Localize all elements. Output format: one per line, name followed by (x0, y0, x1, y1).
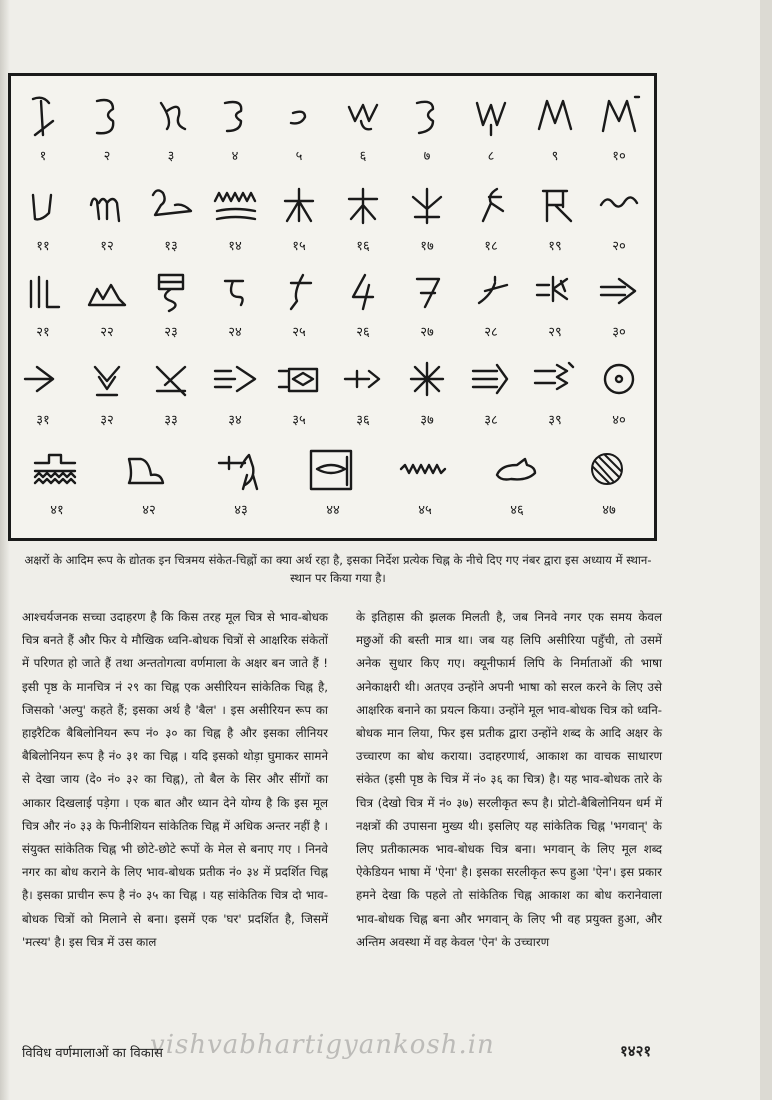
glyph-drawing-26 (339, 266, 387, 316)
glyph-drawing-4 (211, 90, 259, 140)
glyph-19 (523, 174, 587, 266)
glyph-drawing-31 (19, 354, 67, 404)
glyph-3 (139, 84, 203, 176)
glyph-42 (103, 438, 195, 530)
glyph-number: २९ (548, 325, 562, 340)
glyph-25 (267, 260, 331, 352)
glyph-drawing-45 (399, 444, 447, 494)
glyph-number: ४५ (418, 503, 432, 518)
page-edge (760, 0, 772, 1100)
glyph-drawing-34 (211, 354, 259, 404)
glyph-12 (75, 174, 139, 266)
glyph-number: १९ (548, 239, 562, 254)
glyph-drawing-40 (595, 354, 643, 404)
glyph-drawing-6 (339, 90, 387, 140)
glyph-26 (331, 260, 395, 352)
glyph-number: १ (39, 149, 47, 164)
glyph-drawing-5 (275, 90, 323, 140)
glyph-number: १७ (420, 239, 434, 254)
glyph-drawing-18 (467, 180, 515, 230)
glyph-44 (287, 438, 379, 530)
glyph-30 (587, 260, 651, 352)
glyph-drawing-25 (275, 266, 323, 316)
glyph-drawing-2 (83, 90, 131, 140)
glyph-36 (331, 348, 395, 440)
glyph-24 (203, 260, 267, 352)
glyph-number: ४७ (602, 503, 616, 518)
glyph-28 (459, 260, 523, 352)
glyph-drawing-44 (307, 444, 355, 494)
glyph-29 (523, 260, 587, 352)
glyph-number: ३९ (548, 413, 562, 428)
glyph-drawing-36 (339, 354, 387, 404)
glyph-figure (8, 73, 657, 541)
glyph-5 (267, 84, 331, 176)
glyph-37 (395, 348, 459, 440)
glyph-drawing-47 (583, 444, 631, 494)
glyph-drawing-38 (467, 354, 515, 404)
glyph-drawing-7 (403, 90, 451, 140)
glyph-number: ४ (231, 149, 239, 164)
glyph-7 (395, 84, 459, 176)
glyph-40 (587, 348, 651, 440)
glyph-drawing-43 (215, 444, 263, 494)
glyph-drawing-9 (531, 90, 579, 140)
glyph-drawing-10 (595, 90, 643, 140)
glyph-drawing-37 (403, 354, 451, 404)
glyph-number: १३ (164, 239, 178, 254)
glyph-9 (523, 84, 587, 176)
glyph-number: १२ (100, 239, 114, 254)
glyph-number: ३१ (36, 413, 50, 428)
glyph-41 (11, 438, 103, 530)
glyph-27 (395, 260, 459, 352)
glyph-23 (139, 260, 203, 352)
glyph-number: २० (612, 239, 626, 254)
glyph-number: ४६ (510, 503, 524, 518)
glyph-number: ३ (167, 149, 175, 164)
glyph-45 (379, 438, 471, 530)
glyph-31 (11, 348, 75, 440)
right-column-text: के इतिहास की झलक मिलती है, जब निनवे नगर एक समय केवल मछुओं की बस्ती मात्र था। जब यह लिपि असीरिया पहुँची, तो उसमें अनेक सुधार किए गए। क्यूनीफार्म लिपि के निर्माताओं की भाषा अनेकाक्षरी थी। अतएव उन्होंने अपनी भाषा को सरल करने के लिए उसे आक्षरिक बनाने का प्रयत्न किया। उन्होंने मूल भाव-बोधक चित्र को ध्वनि-बोधक मान लिया, फिर इस प्रतीक द्वारा उन्होंने शब्द के आदि अक्षर के उच्चारण का बोध कराया। उदाहरणार्थ, आकाश का वाचक साधारण संकेत (इसी पृष्ठ के चित्र में नं० ३६ का चित्र) है। यह भाव-बोधक तारे के चित्र (देखो चित्र में नं० ३७) सरलीकृत रूप है। प्रोटो-बैबिलोनियन धर्म में नक्षत्रों की उपासना मुख्य थी। इसलिए यह सांकेतिक चिह्न 'भगवान्' के लिए प्रतीकात्मक भाव-बोधक चित्र बना। भगवान् के लिए मूल शब्द ऐकेडियन भाषा में 'ऐना' है। इसका सरलीकृत रूप हुआ 'ऐन'। इस प्रकार हमने देखा कि पहले तो सांकेतिक चिह्न आकाश का बोध करानेवाला भाव-बोधक चिह्न बना और भगवान् के लिए भी वह प्रयुक्त हुआ, और अन्तिम अवस्था में वह केवल 'ऐन' के उच्चारण (356, 610, 662, 949)
glyph-drawing-3 (147, 90, 195, 140)
glyph-number: ३६ (356, 413, 370, 428)
glyph-2 (75, 84, 139, 176)
glyph-17 (395, 174, 459, 266)
glyph-drawing-35 (275, 354, 323, 404)
glyph-drawing-28 (467, 266, 515, 316)
glyph-11 (11, 174, 75, 266)
glyph-drawing-11 (19, 180, 67, 230)
glyph-drawing-19 (531, 180, 579, 230)
glyph-number: ३८ (484, 413, 498, 428)
glyph-number: ४२ (142, 503, 156, 518)
glyph-drawing-21 (19, 266, 67, 316)
glyph-number: ४० (612, 413, 626, 428)
glyph-drawing-14 (211, 180, 259, 230)
glyph-drawing-12 (83, 180, 131, 230)
glyph-number: ४१ (50, 503, 64, 518)
glyph-47 (563, 438, 655, 530)
glyph-33 (139, 348, 203, 440)
glyph-4 (203, 84, 267, 176)
glyph-number: ११ (36, 239, 50, 254)
glyph-drawing-29 (531, 266, 579, 316)
footer-title: विविध वर्णमालाओं का विकास (22, 1046, 163, 1061)
glyph-43 (195, 438, 287, 530)
glyph-32 (75, 348, 139, 440)
glyph-21 (11, 260, 75, 352)
glyph-drawing-1 (19, 90, 67, 140)
glyph-number: ४४ (326, 503, 340, 518)
glyph-drawing-24 (211, 266, 259, 316)
glyph-number: २६ (356, 325, 370, 340)
glyph-16 (331, 174, 395, 266)
glyph-number: २ (103, 149, 111, 164)
glyph-1 (11, 84, 75, 176)
glyph-number: ९ (551, 149, 559, 164)
glyph-20 (587, 174, 651, 266)
glyph-number: १५ (292, 239, 306, 254)
glyph-number: ३० (612, 325, 626, 340)
glyph-number: १० (612, 149, 626, 164)
glyph-number: १६ (356, 239, 370, 254)
glyph-number: ५ (295, 149, 303, 164)
glyph-number: ६ (359, 149, 367, 164)
glyph-39 (523, 348, 587, 440)
glyph-18 (459, 174, 523, 266)
glyph-drawing-33 (147, 354, 195, 404)
glyph-10 (587, 84, 651, 176)
glyph-drawing-17 (403, 180, 451, 230)
glyph-drawing-39 (531, 354, 579, 404)
glyph-drawing-30 (595, 266, 643, 316)
glyph-drawing-42 (123, 444, 171, 494)
glyph-number: १४ (228, 239, 242, 254)
glyph-number: ७ (423, 149, 431, 164)
glyph-number: २४ (228, 325, 242, 340)
glyph-number: २७ (420, 325, 434, 340)
glyph-number: २३ (164, 325, 178, 340)
glyph-6 (331, 84, 395, 176)
glyph-number: ८ (487, 149, 495, 164)
page-number: १४२१ (620, 1042, 652, 1060)
glyph-number: ३४ (228, 413, 242, 428)
glyph-14 (203, 174, 267, 266)
glyph-drawing-23 (147, 266, 195, 316)
left-column-text: आश्चर्यजनक सच्चा उदाहरण है कि किस तरह मूल चित्र से भाव-बोधक चित्र बनते हैं और फिर ये मौखिक ध्वनि-बोधक चित्रों से आक्षरिक संकेतों में परिणत हो जाते हैं तथा अन्ततोगत्वा वर्णमाला के अक्षर बन जाते हैं ! इसी पृष्ठ के मानचित्र नं २९ का चिह्न एक असीरियन सांकेतिक चिह्न है, जिसको 'अल्पु' कहते हैं; इसका अर्थ है 'बैल' । इस असीरियन रूप का हाइरैटिक बैबिलोनियन रूप नं० ३० का चिह्न है और इसका लीनियर बैबिलोनियन रूप है नं० ३१ का चिह्न । यदि इसको थोड़ा घुमाकर सामने से देखा जाय (दे० नं० ३२ का चिह्न), तो बैल के सिर और सींगों का आकार दिखलाई पड़ेगा । एक बात और ध्यान देने योग्य है कि इस मूल चित्र और नं० ३३ के फिनीशियन सांकेतिक चिह्न में अधिक अन्तर नहीं है । संयुक्त सांकेतिक चिह्न भी छोटे-छोटे रूपों के मेल से बनाए गए । निनवे नगर का बोध कराने के लिए भाव-बोधक प्रतीक नं० ३४ में प्रदर्शित चिह्न है। इसका प्राचीन रूप है नं० ३५ का चिह्न । यह सांकेतिक चित्र दो भाव-बोधक चित्रों को मिलाने से बना। इसमें एक 'घर' प्रदर्शित है, जिसमें 'मत्स्य' है। इस चित्र में उस काल (22, 610, 328, 949)
glyph-drawing-46 (491, 444, 539, 494)
glyph-22 (75, 260, 139, 352)
glyph-number: ३३ (164, 413, 178, 428)
glyph-number: २५ (292, 325, 306, 340)
glyph-number: २८ (484, 325, 498, 340)
figure-caption: अक्षरों के आदिम रूप के द्योतक इन चित्रमय संकेत-चिह्नों का क्या अर्थ रहा है, इसका निर्देश प्रत्येक चिह्न के नीचे दिए गए नंबर द्वारा इस अध्याय में स्थान-स्थान पर किया गया है। (24, 553, 652, 585)
glyph-34 (203, 348, 267, 440)
glyph-38 (459, 348, 523, 440)
glyph-8 (459, 84, 523, 176)
glyph-drawing-20 (595, 180, 643, 230)
watermark: vishvabhartigyankosh.in (150, 1030, 495, 1060)
glyph-drawing-27 (403, 266, 451, 316)
glyph-drawing-22 (83, 266, 131, 316)
glyph-number: ३२ (100, 413, 114, 428)
glyph-13 (139, 174, 203, 266)
glyph-drawing-16 (339, 180, 387, 230)
glyph-drawing-41 (31, 444, 79, 494)
glyph-number: २१ (36, 325, 50, 340)
glyph-drawing-15 (275, 180, 323, 230)
glyph-46 (471, 438, 563, 530)
glyph-number: ३७ (420, 413, 434, 428)
glyph-15 (267, 174, 331, 266)
glyph-35 (267, 348, 331, 440)
glyph-number: १८ (484, 239, 498, 254)
glyph-drawing-8 (467, 90, 515, 140)
glyph-drawing-32 (83, 354, 131, 404)
glyph-number: ३५ (292, 413, 306, 428)
glyph-drawing-13 (147, 180, 195, 230)
glyph-number: २२ (100, 325, 114, 340)
glyph-number: ४३ (234, 503, 248, 518)
